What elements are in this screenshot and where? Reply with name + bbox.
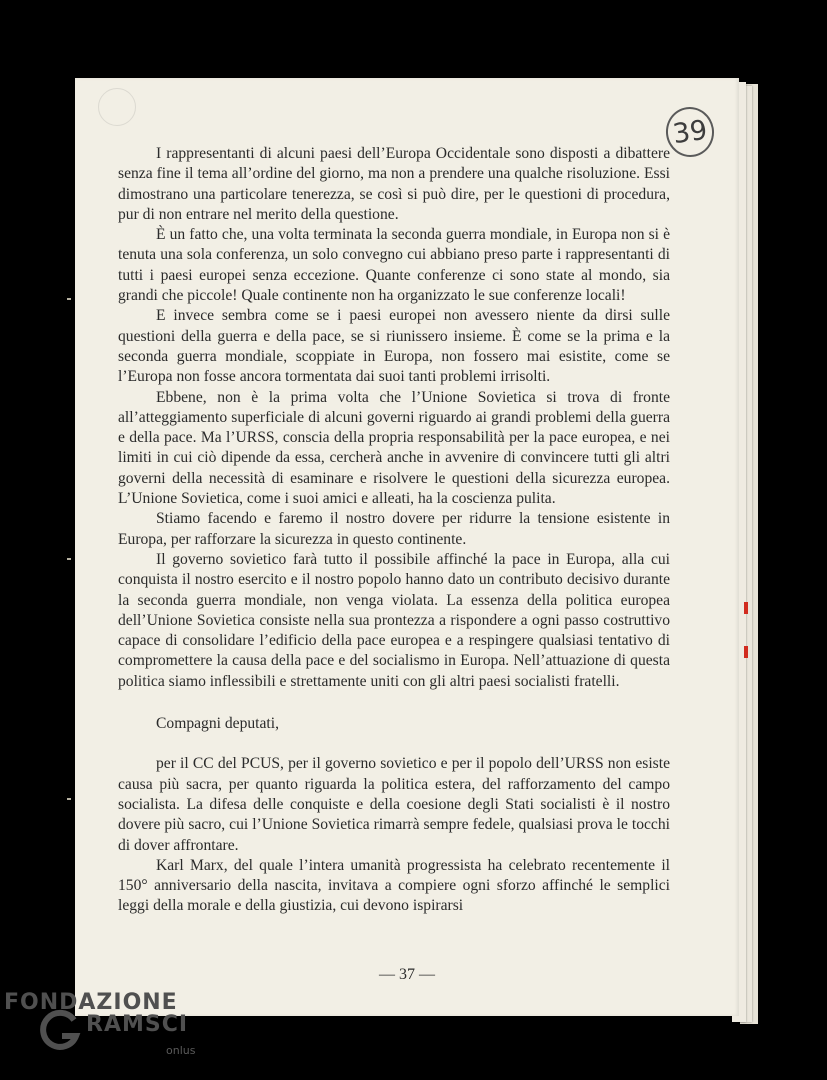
watermark-line2: RAMSCI [86, 1012, 189, 1037]
paragraph: È un fatto che, una volta terminata la seconda guerra mondiale, in Europa non si è tenuta una sola conferenza, un solo convegno cui abbiano preso parte i rappresentanti di tutti i paesi europei senza eccezione. Quante conferenze ci sono state al mondo, sia grandi che piccole! Quale continente non ha organizzato le sue conferenze locali! [118, 226, 670, 305]
faint-stamp [98, 88, 136, 126]
watermark-line3: onlus [166, 1044, 196, 1057]
binding-stitch [67, 798, 71, 800]
salutation: Compagni deputati, [156, 715, 279, 733]
paragraph: Stiamo facendo e faremo il nostro dovere per ridurre la tensione esistente in Europa, per rafforzare la sicurezza in questo continente. [118, 510, 670, 548]
paragraph: Ebbene, non è la prima volta che l’Unione Sovietica si trova di fronte all’atteggiamento superficiale di alcuni governi riguardo ai grandi problemi della guerra e della pace. Ma l’URSS, conscia della propria responsabilità per la pace europea, e nei limiti in cui ciò dipende da essa, cercherà anche in avvenire di convincere tutti gli altri governi della necessità di esaminare e risolvere le questioni della sicurezza europea. L’Unione Sovietica, come i suoi amici e alleati, ha la coscienza pulita. [118, 388, 670, 508]
binding-stitch [67, 298, 71, 300]
paragraph: per il CC del PCUS, per il governo sovietico e per il popolo dell’URSS non esiste causa più sacra, per quanto riguarda la politica estera, del rafforzamento del campo socialista. La difesa delle conquiste e della coesione degli Stati socialisti è il nostro dovere più sacro, cui l’Unione Sovietica rimarrà sempre fedele, qualsiasi prova le tocchi di dover affrontare. [118, 755, 670, 854]
paragraph: I rappresentanti di alcuni paesi dell’Europa Occidentale sono disposti a dibattere senza fine il tema all’ordine del giorno, ma non a prendere una qualche risoluzione. Essi dimostrano una particolare tenerezza, se così si può dire, per le questioni di procedura, pur di non entrare nel merito della questione. [118, 145, 670, 223]
gramsci-g-logo-icon [38, 1008, 82, 1052]
binding-stitch [67, 558, 71, 560]
red-mark-upper [744, 602, 748, 614]
paragraph: Il governo sovietico farà tutto il possibile affinché la pace in Europa, alla cui conquista il nostro esercito e il nostro popolo hanno dato un contributo decisivo durante la seconda guerra mondiale, non venga violata. La essenza della politica europea dell’Unione Sovietica consiste nella sua prontezza a rispondere a ogni passo costruttivo capace di consolidare l’edificio della pace europea e a respingere qualsiasi tentativo di compromettere la causa della pace e del socialismo in Europa. Nell’attuazione di questa politica siamo inflessibili e strettamente uniti con gli altri paesi socialisti fratelli. [118, 550, 670, 690]
fondazione-gramsci-watermark [4, 990, 204, 1070]
page-number: — 37 — [379, 966, 435, 983]
paragraph: Karl Marx, del quale l’intera umanità progressista ha celebrato recentemente il 150° anniversario della nascita, invitava a compiere ogni sforzo affinché le semplici leggi della morale e della giustizia, cui devono ispirarsi [118, 856, 670, 915]
paragraph: E invece sembra come se i paesi europei non avessero niente da dirsi sulle questioni della guerra e della pace, se si riunissero insieme. È come se la prima e la seconda guerra mondiale, scoppiate in Europa, non fossero mai esistite, come se l’Europa non fosse ancora tormentata dai suoi tanti problemi irrisolti. [118, 307, 670, 386]
folio-number-stamp: 39 [663, 104, 717, 160]
body-text [118, 144, 670, 917]
document-page [75, 78, 739, 1016]
red-mark-lower [744, 646, 748, 658]
watermark-line1: FONDAZIONE [4, 990, 178, 1015]
